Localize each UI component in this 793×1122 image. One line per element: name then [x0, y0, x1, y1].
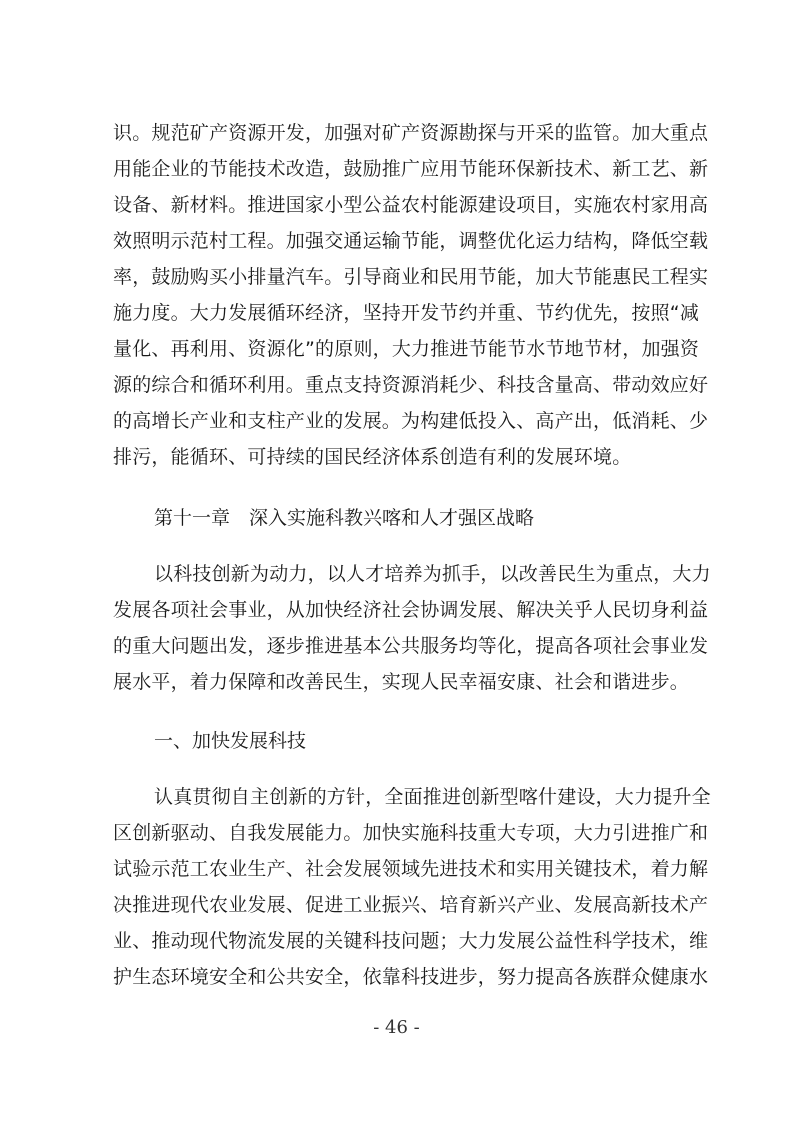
text-line: 业、推动现代物流发展的关键科技问题；大力发展公益性科学技术，维	[113, 930, 709, 952]
text-line: 决推进现代农业发展、促进工业振兴、培育新兴产业、发展高新技术产	[113, 894, 709, 916]
text-line: 源的综合和循环利用。重点支持资源消耗少、科技含量高、带动效应好	[113, 374, 709, 396]
text-line: 发展各项社会事业，从加快经济社会协调发展、解决关乎人民切身利益	[113, 599, 709, 621]
text-line: 识。规范矿产资源开发，加强对矿产资源勘探与开采的监管。加大重点	[113, 122, 709, 144]
text-line: 试验示范工农业生产、社会发展领域先进技术和实用关键技术，着力解	[113, 858, 709, 880]
text-line: 排污，能循环、可持续的国民经济体系创造有利的发展环境。	[113, 446, 632, 468]
text-line: 护生态环境安全和公共安全，依靠科技进步，努力提高各族群众健康水	[113, 966, 709, 988]
text-line: 用能企业的节能技术改造，鼓励推广应用节能环保新技术、新工艺、新	[113, 158, 709, 180]
paragraph-energy-conservation	[113, 115, 709, 475]
chapter-heading: 第十一章 深入实施科教兴喀和人才强区战略	[154, 507, 535, 529]
text-line: 率，鼓励购买小排量汽车。引导商业和民用节能，加大节能惠民工程实	[113, 266, 709, 288]
text-line: 量化、再利用、资源化”的原则，大力推进节能节水节地节材，加强资	[113, 338, 700, 360]
section-heading: 一、加快发展科技	[154, 730, 307, 752]
text-line: 区创新驱动、自我发展能力。加快实施科技重大专项，大力引进推广和	[113, 822, 709, 844]
text-line: 展水平，着力保障和改善民生，实现人民幸福安康、社会和谐进步。	[113, 671, 690, 693]
paragraph-science-tech	[113, 779, 711, 995]
page-number: - 46 -	[373, 1017, 420, 1038]
paragraph-chapter-intro	[113, 556, 711, 700]
text-line: 认真贯彻自主创新的方针，全面推进创新型喀什建设，大力提升全	[154, 786, 711, 808]
text-line: 施力度。大力发展循环经济，坚持开发节约并重、节约优先，按照“减	[113, 302, 700, 324]
text-line: 以科技创新为动力，以人才培养为抓手，以改善民生为重点，大力	[154, 563, 711, 585]
text-line: 的重大问题出发，逐步推进基本公共服务均等化，提高各项社会事业发	[113, 635, 709, 657]
text-line: 的高增长产业和支柱产业的发展。为构建低投入、高产出，低消耗、少	[113, 410, 709, 432]
text-line: 效照明示范村工程。加强交通运输节能，调整优化运力结构，降低空载	[113, 230, 709, 252]
text-line: 设备、新材料。推进国家小型公益农村能源建设项目，实施农村家用高	[113, 194, 709, 216]
